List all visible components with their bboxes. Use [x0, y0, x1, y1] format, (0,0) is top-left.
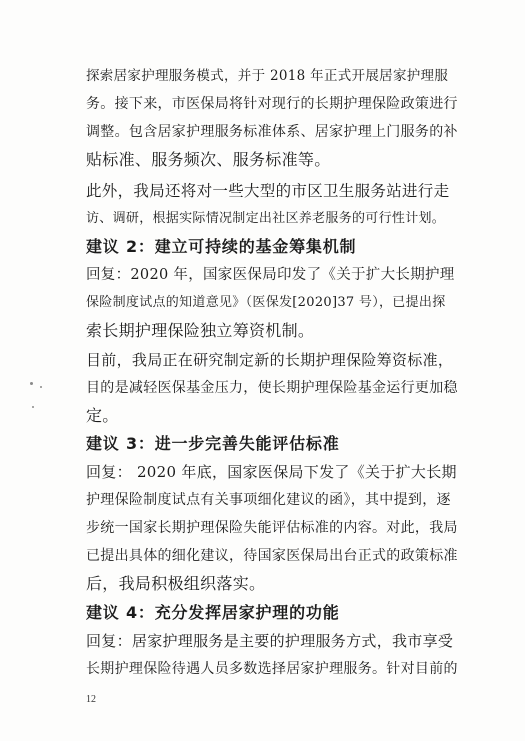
text-line: 目的是减轻医保基金压力，使长期护理保险基金运行更加稳 [86, 380, 458, 396]
text-line: 回复：2020 年，国家医保局印发了《关于扩大长期护理 [86, 267, 455, 283]
section-heading: 建议 2：建立可持续的基金筹集机制 [86, 237, 357, 256]
page-number: 12 [86, 694, 96, 705]
text-line: 此外，我局还将对一些大型的市区卫生服务站进行走 [86, 182, 450, 200]
text-line: 定。 [86, 406, 119, 425]
text-line: 保险制度试点的知道意见》（医保发[2020]37 号），已提出探 [86, 295, 446, 310]
text-line: 探索居家护理服务模式，并于 2018 年正式开展居家护理服 [86, 68, 449, 84]
text-line: 后，我局积极组织落实。 [86, 574, 266, 593]
text-line: 调整。包含居家护理服务标准体系、居家护理上门服务的补 [86, 124, 458, 140]
text-line: 目前，我局正在研究制定新的长期护理保险筹资标准， [86, 351, 454, 369]
text-line: 贴标准、服务频次、服务标准等。 [86, 150, 331, 169]
text-line: 务。接下来，市医保局将针对现行的长期护理保险政策进行 [86, 96, 458, 112]
text-line: 已提出具体的细化建议，待国家医保局出台正式的政策标准 [86, 548, 458, 564]
text-line: 索长期护理保险独立筹资机制。 [86, 321, 315, 340]
text-line: 回复： 2020 年底，国家医保局下发了《关于扩大长期 [86, 463, 457, 481]
scan-speck [32, 406, 34, 408]
scan-speck [40, 386, 42, 388]
scan-speck [30, 382, 33, 385]
section-heading: 建议 3：进一步完善失能评估标准 [86, 434, 340, 453]
section-heading: 建议 4：充分发挥居家护理的功能 [86, 603, 340, 622]
text-line: 护理保险制度试点有关事项细化建议的函》，其中提到，逐 [86, 492, 451, 508]
text-line: 回复：居家护理服务是主要的护理服务方式，我市享受 [86, 632, 454, 650]
text-line: 长期护理保险待遇人员多数选择居家护理服务。针对目前的 [86, 661, 458, 677]
text-line: 访、调研，根据实际情况制定出社区养老服务的可行性计划。 [86, 211, 446, 226]
text-line: 步统一国家长期护理保险失能评估标准的内容。对此，我局 [86, 520, 458, 536]
